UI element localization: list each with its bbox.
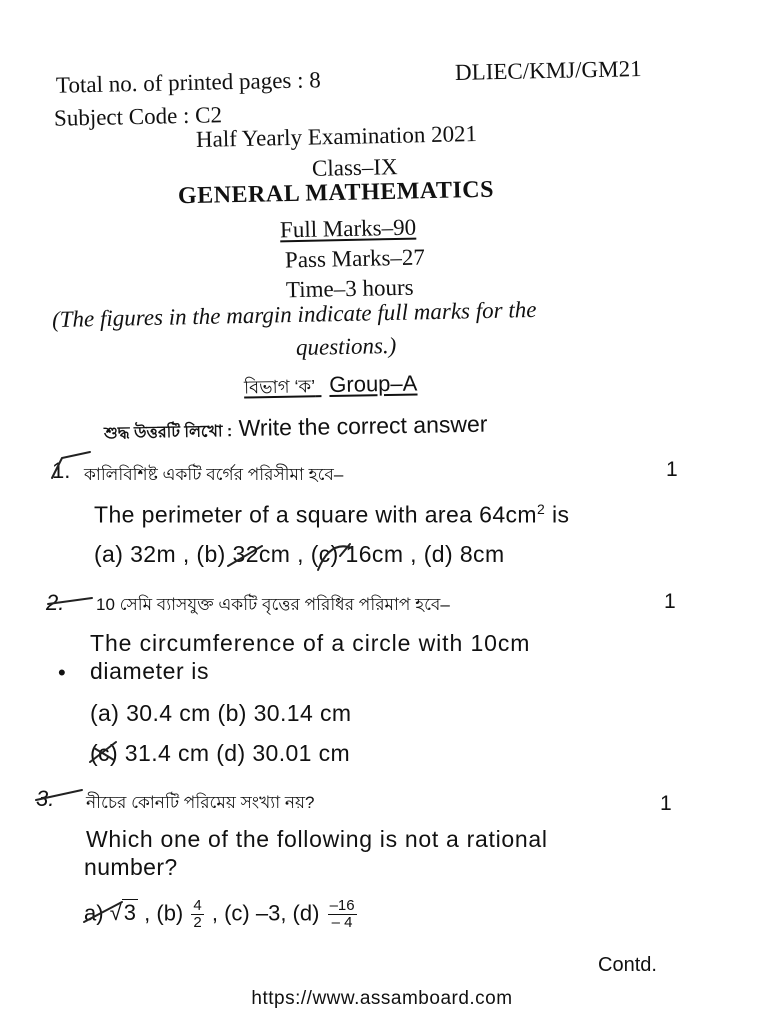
q1-bengali: কালিবিশিষ্ট একটি বর্গের পরিসীমা হবে– — [84, 465, 344, 484]
q3-bengali: নীচের কোনটি পরিমেয় সংখ্যা নয়? — [86, 793, 315, 812]
q3-marks: 1 — [660, 792, 672, 815]
q3-number: 3. — [36, 786, 55, 811]
q3-opt-b-fraction — [191, 898, 203, 931]
q1-english-tail: is — [545, 501, 570, 528]
q3-options — [84, 898, 359, 931]
q3-english-line2: number? — [84, 854, 178, 880]
q2-options-line1: (a) 30.4 cm (b) 30.14 cm — [90, 700, 352, 726]
q3-opt-d-fraction — [328, 898, 357, 931]
q3-opt-c: , (c) –3, (d) — [211, 900, 320, 926]
q3-opt-b-label: , (b) — [144, 900, 184, 926]
q1-options: (a) 32m , (b) 32cm , (c) 16cm , (d) 8cm — [94, 541, 505, 567]
pass-marks: Pass Marks–27 — [284, 244, 426, 273]
q3-english-line1: Which one of the following is not a rational — [86, 826, 548, 852]
q3-opt-a-label: a) — [84, 900, 104, 926]
q2-bengali: 10 সেমি ব্যাসযুক্ত একটি বৃত্তের পরিধির পরিমাপ হবে– — [96, 595, 450, 614]
q2-english-line2: diameter is — [90, 658, 210, 684]
q1-english — [94, 501, 569, 529]
sqrt-symbol: √3 — [109, 900, 137, 926]
subject-title: GENERAL MATHEMATICS — [177, 176, 495, 210]
subject-code: Subject Code : C2 — [53, 102, 223, 131]
q3-opt-d-den: – 4 — [331, 914, 353, 931]
q1-english-text: The perimeter of a square with area 64cm — [94, 501, 537, 528]
paper-code: DLIEC/KMJ/GM21 — [454, 56, 642, 85]
marks-note-line2: questions.) — [295, 332, 397, 361]
instruction — [104, 411, 488, 448]
full-marks: Full Marks–90 — [279, 214, 417, 243]
class-label: Class–IX — [311, 154, 398, 181]
group-heading — [244, 370, 418, 404]
marks-note-line1: (The figures in the margin indicate full marks for the — [51, 296, 537, 333]
q2-english-line1: The circumference of a circle with 10cm — [90, 630, 531, 656]
q2-options-line2: (c) 31.4 cm (d) 30.01 cm — [90, 740, 351, 766]
q3-opt-d-num: –16 — [329, 897, 355, 914]
instruction-bn: শুদ্ধ উত্তরটি লিখো : — [103, 423, 233, 443]
total-pages: Total no. of printed pages : 8 — [55, 67, 321, 98]
contd-label: Contd. — [598, 954, 657, 976]
q3-opt-b-den: 2 — [193, 914, 202, 931]
q1-marks: 1 — [666, 458, 678, 481]
q1-english-sup: 2 — [536, 501, 546, 517]
group-heading-bn: বিভাগ ‘ক’ — [243, 376, 316, 398]
q3-opt-a-radicand: 3 — [123, 900, 137, 926]
time-allowed: Time–3 hours — [285, 274, 414, 303]
exam-title: Half Yearly Examination 2021 — [195, 121, 478, 152]
q2-number: 2. — [46, 590, 65, 615]
instruction-en: Write the correct answer — [238, 410, 488, 441]
group-heading-en: Group–A — [329, 370, 418, 398]
q1-number: 1. — [52, 458, 71, 483]
footer-url[interactable]: https://www.assamboard.com — [251, 988, 513, 1009]
bullet-dot: • — [58, 660, 66, 685]
q3-opt-b-num: 4 — [193, 897, 202, 914]
q2-marks: 1 — [664, 590, 676, 613]
